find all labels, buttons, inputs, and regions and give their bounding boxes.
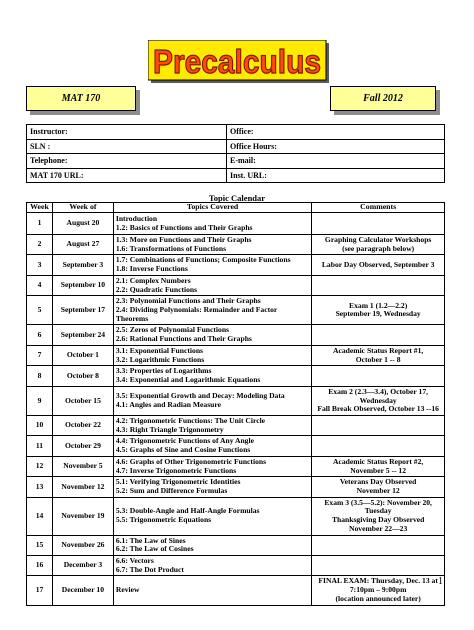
comment-line: 7:10pm – 9:00pm: [349, 585, 407, 595]
week-number: 10: [27, 415, 53, 435]
week-number: 3: [27, 255, 53, 275]
comment-line: Exam 1 (1.2—2.2): [349, 300, 408, 310]
calendar-title: Topic Calendar: [208, 193, 266, 203]
header-week-of: Week of: [52, 203, 113, 213]
topic-line: 3.5: Exponential Growth and Decay: Modeling Data: [115, 391, 285, 401]
comments-cell: [312, 456, 445, 476]
topic-line: 4.3: Right Triangle Trigonometry: [115, 424, 224, 434]
week-number: 13: [27, 477, 53, 497]
comment-line: November 22—23: [349, 523, 408, 533]
calendar-row: [27, 386, 445, 415]
week-of-date: October 8: [52, 366, 113, 386]
info-row: [27, 154, 445, 169]
comments-cell: [312, 345, 445, 365]
topics-cell: [113, 556, 311, 576]
topics-cell: [113, 345, 311, 365]
topic-line: Review: [115, 585, 140, 595]
calendar-row: [27, 497, 445, 535]
comments-cell: [312, 366, 445, 386]
comments-cell: [312, 255, 445, 275]
calendar-row: [27, 576, 445, 605]
topics-cell: [113, 325, 311, 345]
week-of-date: October 15: [52, 386, 113, 415]
week-number: 4: [27, 275, 53, 295]
calendar-row: [27, 477, 445, 497]
topics-cell: [113, 235, 311, 255]
topic-line: 2.5: Zeros of Polynomial Functions: [115, 325, 229, 335]
comment-line: Thanksgiving Day Observed: [331, 515, 425, 525]
topic-line: Theorems: [115, 313, 149, 323]
topics-cell: [113, 535, 311, 555]
calendar-row: [27, 535, 445, 555]
topics-cell: [113, 213, 311, 235]
title-wordart: [148, 40, 330, 84]
week-number: 12: [27, 456, 53, 476]
topic-calendar-table: [26, 202, 445, 606]
topic-line: 1.6: Transformations of Functions: [115, 243, 227, 253]
topics-cell: [113, 456, 311, 476]
info-label-left: Telephone:: [27, 154, 227, 169]
comments-cell: [312, 436, 445, 456]
calendar-row: [27, 345, 445, 365]
topic-line: 5.3: Double-Angle and Half-Angle Formulas: [115, 506, 260, 516]
week-of-date: November 12: [52, 477, 113, 497]
info-label-left: SLN :: [27, 139, 227, 154]
week-of-date: September 10: [52, 275, 113, 295]
topics-cell: [113, 436, 311, 456]
week-number: 16: [27, 556, 53, 576]
term-label: Fall 2012: [330, 86, 436, 111]
calendar-header-row: [27, 203, 445, 213]
comment-line: Labor Day Observed, September 3: [321, 259, 435, 269]
week-number: 11: [27, 436, 53, 456]
page-title: Precalculus: [153, 43, 321, 80]
topic-line: 2.3: Polynomial Functions and Their Graphs: [115, 296, 261, 306]
topic-line: 1.8: Inverse Functions: [115, 264, 188, 274]
topic-line: 4.1: Angles and Radian Measure: [115, 399, 221, 409]
comments-cell: [312, 386, 445, 415]
header-comments: Comments: [312, 203, 445, 213]
topics-cell: [113, 477, 311, 497]
comment-line: Exam 3 (3.5—5.2): November 20, Tuesday: [324, 497, 432, 516]
week-number: 8: [27, 366, 53, 386]
comment-line: September 19, Wednesday: [335, 309, 421, 319]
comments-cell: [312, 556, 445, 576]
week-of-date: November 5: [52, 456, 113, 476]
calendar-row: [27, 456, 445, 476]
calendar-row: [27, 296, 445, 325]
week-of-date: November 19: [52, 497, 113, 535]
comments-cell: [312, 325, 445, 345]
calendar-row: [27, 556, 445, 576]
week-of-date: December 10: [52, 576, 113, 605]
topic-line: 2.2: Quadratic Functions: [115, 284, 198, 294]
week-number: 15: [27, 535, 53, 555]
week-of-date: August 27: [52, 235, 113, 255]
comment-line: Veterans Day Observed: [339, 477, 417, 487]
comment-line: Fall Break Observed, October 13 --16: [317, 404, 439, 414]
topics-cell: [113, 296, 311, 325]
topic-line: 3.1: Exponential Functions: [115, 345, 203, 355]
comments-cell: [312, 576, 445, 605]
topics-cell: [113, 386, 311, 415]
calendar-row: [27, 436, 445, 456]
comment-line: (see paragraph below): [342, 243, 415, 253]
comment-line: Graphing Calculator Workshops: [324, 235, 432, 244]
course-label: MAT 170: [26, 86, 136, 111]
topic-line: 3.3: Properties of Logarithms: [115, 366, 212, 376]
info-label-right: Office Hours:: [227, 139, 445, 154]
topic-line: 1.3: More on Functions and Their Graphs: [115, 235, 252, 244]
topic-line: 5.5: Trigonometric Equations: [115, 515, 212, 525]
course-info-table: [26, 124, 445, 183]
topic-line: 6.1: The Law of Sines: [115, 535, 186, 545]
week-number: 7: [27, 345, 53, 365]
week-number: 1: [27, 213, 53, 235]
comment-line: Academic Status Report #2,: [333, 456, 424, 466]
calendar-row: [27, 213, 445, 235]
comments-cell: [312, 213, 445, 235]
header-topics: Topics Covered: [113, 203, 311, 213]
comment-line: November 5 -- 12: [350, 465, 407, 475]
topics-cell: [113, 275, 311, 295]
week-number: 17: [27, 576, 53, 605]
week-of-date: September 24: [52, 325, 113, 345]
info-row: [27, 139, 445, 154]
comments-cell: [312, 497, 445, 535]
topic-line: 5.2: Sum and Difference Formulas: [115, 485, 228, 495]
comments-cell: [312, 235, 445, 255]
week-of-date: September 3: [52, 255, 113, 275]
topic-line: Introduction: [115, 213, 158, 223]
comments-cell: [312, 535, 445, 555]
topics-cell: [113, 497, 311, 535]
week-of-date: September 17: [52, 296, 113, 325]
topic-line: 3.4: Exponential and Logarithmic Equations: [115, 375, 261, 385]
week-number: 2: [27, 235, 53, 255]
week-of-date: October 29: [52, 436, 113, 456]
topic-line: 6.2: The Law of Cosines: [115, 544, 194, 554]
topics-cell: [113, 576, 311, 605]
topic-line: 2.4: Dividing Polynomials: Remainder and Factor: [115, 305, 278, 315]
page-number: 1: [438, 576, 443, 587]
comments-cell: [312, 296, 445, 325]
calendar-row: [27, 235, 445, 255]
header-week: Week: [27, 203, 53, 213]
week-number: 6: [27, 325, 53, 345]
topic-line: 6.6: Vectors: [115, 556, 154, 565]
comment-line: Academic Status Report #1,: [333, 345, 424, 355]
week-of-date: November 26: [52, 535, 113, 555]
comments-cell: [312, 477, 445, 497]
calendar-row: [27, 366, 445, 386]
info-label-right: Inst. URL:: [227, 168, 445, 183]
topic-line: 5.1: Verifying Trigonometric Identities: [115, 477, 241, 487]
info-label-left: MAT 170 URL:: [27, 168, 227, 183]
comments-cell: [312, 275, 445, 295]
comment-line: FINAL EXAM: Thursday, Dec. 13 at: [318, 576, 438, 586]
info-label-right: E-mail:: [227, 154, 445, 169]
week-of-date: August 20: [52, 213, 113, 235]
comment-line: October 1 -- 8: [355, 354, 401, 364]
week-number: 5: [27, 296, 53, 325]
week-of-date: December 3: [52, 556, 113, 576]
topics-cell: [113, 415, 311, 435]
topic-line: 2.1: Complex Numbers: [115, 275, 191, 285]
topic-line: 6.7: The Dot Product: [115, 564, 184, 574]
comment-line: (location announced later): [335, 593, 421, 603]
comment-line: November 12: [356, 485, 400, 495]
calendar-row: [27, 325, 445, 345]
info-label-left: Instructor:: [27, 125, 227, 140]
info-row: [27, 168, 445, 183]
topic-line: 1.2: Basics of Functions and Their Graphs: [115, 222, 253, 232]
topics-cell: [113, 366, 311, 386]
week-number: 14: [27, 497, 53, 535]
topics-cell: [113, 255, 311, 275]
topic-line: 3.2: Logarithmic Functions: [115, 354, 205, 364]
topic-line: 4.4: Trigonometric Functions of Any Angle: [115, 436, 254, 446]
topic-line: 4.7: Inverse Trigonometric Functions: [115, 465, 237, 475]
comment-line: Exam 2 (2.3—3.4), October 17, Wednesday: [328, 386, 429, 405]
comments-cell: [312, 415, 445, 435]
week-number: 9: [27, 386, 53, 415]
info-label-right: Office:: [227, 125, 445, 140]
week-of-date: October 22: [52, 415, 113, 435]
topic-line: 4.2: Trigonometric Functions: The Unit Circle: [115, 415, 266, 425]
calendar-row: [27, 275, 445, 295]
title-banner: [148, 40, 330, 84]
topic-line: 4.5: Graphs of Sine and Cosine Functions: [115, 445, 251, 455]
topic-line: 4.6: Graphs of Other Trigonometric Functions: [115, 456, 267, 466]
calendar-row: [27, 255, 445, 275]
topic-line: 1.7: Combinations of Functions; Composite Functions: [115, 255, 291, 265]
calendar-row: [27, 415, 445, 435]
topic-line: 2.6: Rational Functions and Their Graphs: [115, 334, 252, 344]
info-row: [27, 125, 445, 140]
week-of-date: October 1: [52, 345, 113, 365]
